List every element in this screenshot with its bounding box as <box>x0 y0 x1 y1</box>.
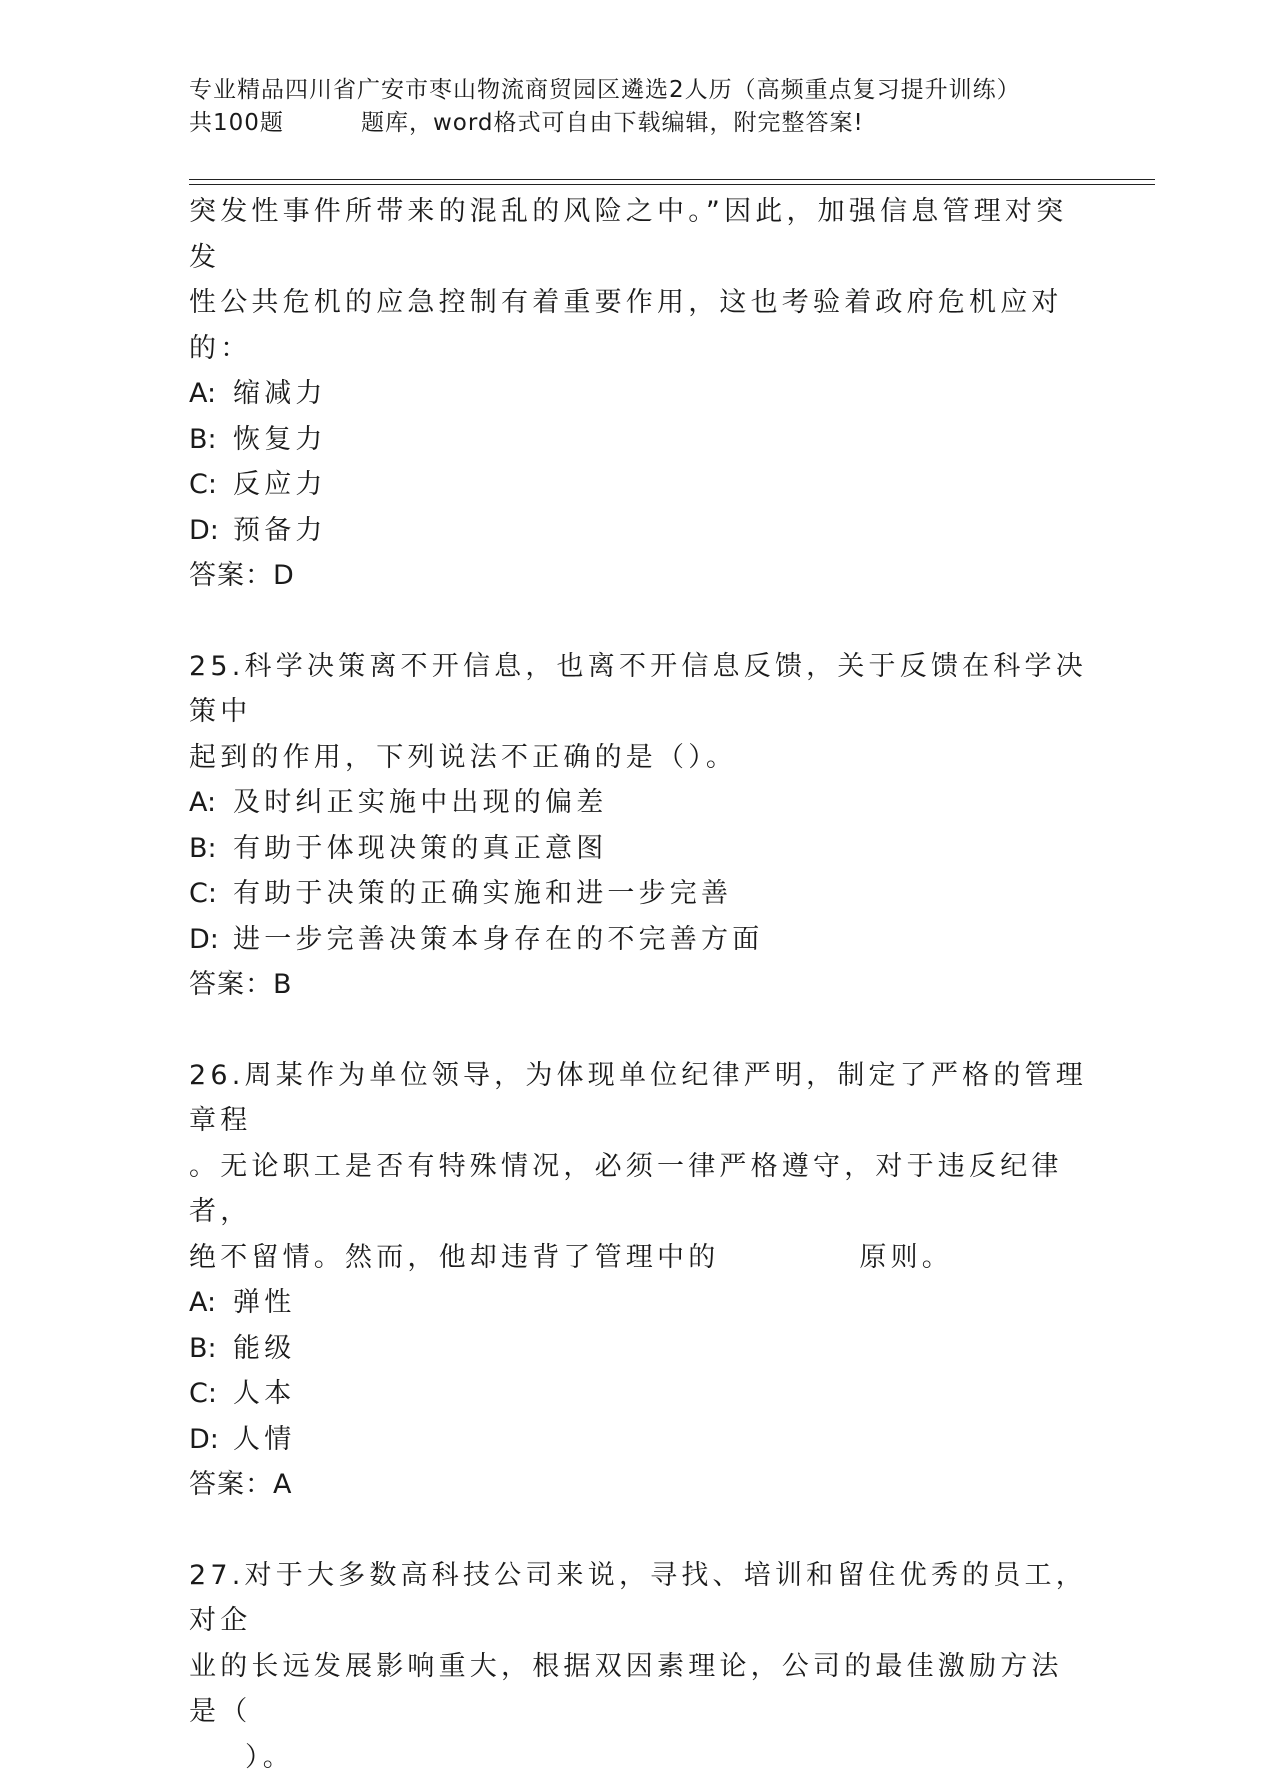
spacer <box>189 599 1089 644</box>
option-letter: A: <box>189 371 233 417</box>
option-text: 反应力 <box>233 469 327 500</box>
question-25-option-d <box>189 917 1089 963</box>
option-text: 能级 <box>233 1333 295 1364</box>
question-27-text-line3-end: ）。 <box>245 1742 294 1773</box>
document-body <box>189 189 1089 1780</box>
question-24-answer: 答案：D <box>189 553 1089 599</box>
question-24-option-b <box>189 417 1089 463</box>
option-letter: A: <box>189 1280 233 1326</box>
option-letter: B: <box>189 417 233 463</box>
option-text: 缩减力 <box>233 378 327 409</box>
option-text: 进一步完善决策本身存在的不完善方面 <box>233 924 763 955</box>
option-text: 及时纠正实施中出现的偏差 <box>233 787 607 818</box>
option-letter: C: <box>189 462 233 508</box>
question-26-text-line1: 26.周某作为单位领导，为体现单位纪律严明，制定了严格的管理章程 <box>189 1053 1089 1144</box>
option-text: 人本 <box>233 1378 295 1409</box>
question-27 <box>189 1553 1089 1780</box>
option-letter: B: <box>189 826 233 872</box>
option-letter: D: <box>189 508 233 554</box>
header-rule-top <box>189 179 1155 180</box>
question-26-text-line2: 。无论职工是否有特殊情况，必须一律严格遵守，对于违反纪律者， <box>189 1144 1089 1235</box>
option-text: 弹性 <box>233 1287 295 1318</box>
question-24-option-a <box>189 371 1089 417</box>
question-24 <box>189 189 1089 599</box>
option-text: 有助于体现决策的真正意图 <box>233 833 607 864</box>
question-27-text-line1: 27.对于大多数高科技公司来说，寻找、培训和留住优秀的员工，对企 <box>189 1553 1089 1644</box>
header-description: 题库，word格式可自由下载编辑，附完整答案! <box>361 107 864 140</box>
question-26 <box>189 1053 1089 1508</box>
question-26-text-line3-end: 原则。 <box>859 1242 953 1273</box>
spacer <box>189 1008 1089 1053</box>
question-24-option-d <box>189 508 1089 554</box>
question-26-option-d <box>189 1417 1089 1463</box>
question-27-text-line2: 业的长远发展影响重大，根据双因素理论，公司的最佳激励方法是（ <box>189 1644 1089 1735</box>
question-26-text-line3 <box>189 1235 1089 1281</box>
header-question-count: 共100题 <box>189 110 284 136</box>
question-25-option-b <box>189 826 1089 872</box>
question-25-text-line1: 25.科学决策离不开信息，也离不开信息反馈，关于反馈在科学决策中 <box>189 644 1089 735</box>
question-25 <box>189 644 1089 1008</box>
question-26-option-b <box>189 1326 1089 1372</box>
question-27-text-line3 <box>189 1735 1089 1780</box>
question-25-text-line2: 起到的作用，下列说法不正确的是（）。 <box>189 735 1089 781</box>
header-title-line2 <box>189 107 1089 140</box>
option-text: 人情 <box>233 1424 295 1455</box>
question-25-option-a <box>189 780 1089 826</box>
question-26-answer: 答案：A <box>189 1462 1089 1508</box>
option-text: 有助于决策的正确实施和进一步完善 <box>233 878 732 909</box>
page-header <box>189 74 1089 140</box>
header-title-line1: 专业精品四川省广安市枣山物流商贸园区遴选2人历（高频重点复习提升训练） <box>189 74 1089 107</box>
question-26-option-a <box>189 1280 1089 1326</box>
option-letter: C: <box>189 871 233 917</box>
option-letter: B: <box>189 1326 233 1372</box>
question-26-text-line3-start: 绝不留情。然而，他却违背了管理中的 <box>189 1242 719 1273</box>
question-26-option-c <box>189 1371 1089 1417</box>
option-text: 预备力 <box>233 515 327 546</box>
option-text: 恢复力 <box>233 424 327 455</box>
spacer <box>189 1508 1089 1553</box>
question-24-option-c <box>189 462 1089 508</box>
question-25-answer: 答案：B <box>189 962 1089 1008</box>
option-letter: D: <box>189 917 233 963</box>
option-letter: D: <box>189 1417 233 1463</box>
option-letter: A: <box>189 780 233 826</box>
question-24-text-line1: 突发性事件所带来的混乱的风险之中。”因此，加强信息管理对突发 <box>189 189 1089 280</box>
question-24-text-line2: 性公共危机的应急控制有着重要作用，这也考验着政府危机应对的： <box>189 280 1089 371</box>
question-25-option-c <box>189 871 1089 917</box>
header-rule-bottom <box>189 184 1155 185</box>
option-letter: C: <box>189 1371 233 1417</box>
